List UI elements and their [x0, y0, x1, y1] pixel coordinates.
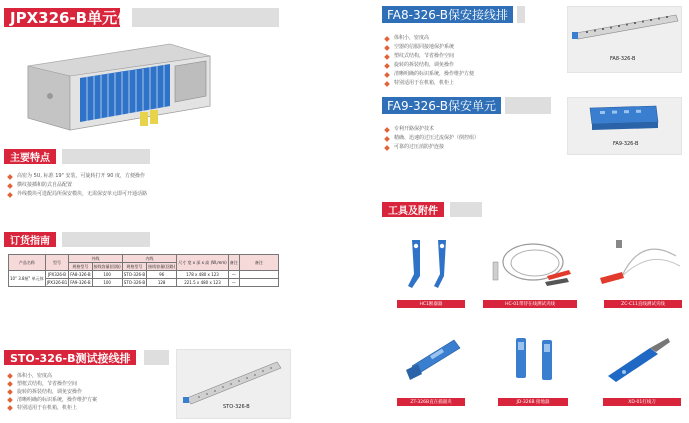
order-heading	[4, 232, 150, 247]
list-item: 体积小，密度高	[385, 34, 474, 43]
fa8-product-image	[568, 7, 683, 74]
tool-label-hc1: HC1断器器	[397, 300, 465, 308]
bullet-icon	[384, 136, 390, 142]
fa8-title-bar	[517, 6, 525, 23]
zcc11-tool-image	[596, 236, 684, 296]
fa8-photo	[567, 6, 682, 73]
tools-bar	[450, 202, 482, 217]
jpx-product-image	[20, 36, 220, 134]
fa9-title: FA9-326-B保安单元	[382, 97, 501, 114]
bullet-icon	[7, 389, 13, 395]
fa9-caption: FA9-326-B	[613, 141, 639, 147]
list-item: 特别适用于在机箱，机柜上	[8, 404, 97, 412]
hc1-tool-image	[398, 236, 462, 294]
fa9-title-bar	[505, 97, 551, 114]
col-header: 备注	[228, 255, 239, 271]
jpx-title: JPX326-B单元体	[4, 8, 120, 27]
fa8-caption: FA8-326-B	[610, 56, 636, 62]
jd326b-tool-image	[500, 330, 572, 392]
bullet-icon	[7, 397, 13, 403]
sto-caption: STO-326-B	[223, 404, 250, 410]
jpx-features-bar	[62, 149, 150, 164]
bullet-icon	[384, 145, 390, 151]
xd01-tool-image	[598, 330, 682, 392]
list-item: 体积小，密度高	[8, 372, 97, 380]
list-item: 清晰明确的标识系统，操作维护方案	[8, 396, 97, 404]
list-item: 空器的信服同接地保护系统	[385, 43, 474, 52]
jpx-header	[4, 8, 279, 27]
sto-header	[4, 348, 169, 367]
list-item: 精确、迅速的过压过流保护（倒控组）	[385, 134, 479, 143]
sub-header: 规格型号	[69, 263, 92, 271]
list-item: 塑纹式结构，节省操作空间	[385, 52, 474, 61]
tools-heading	[382, 202, 482, 217]
list-item: 外线模块可选配局所保安模块，无需保安单元即可开通话路	[8, 190, 147, 199]
tool-label-xd01: XD-01打线刀	[603, 398, 681, 406]
list-item: 旋转的拆装结构，调免操作	[385, 61, 474, 70]
list-item: 横纹接插和防式自品配置	[8, 181, 147, 190]
bullet-icon	[7, 183, 13, 189]
order-table	[8, 254, 279, 287]
bullet-icon	[7, 405, 13, 411]
hc01-tool-image	[483, 236, 578, 296]
table-row: 10" 3.8厘" 单元体 JPX326-B FA8-326-B 100 STO-326-B 96 178 x 480 x 123 —	[9, 271, 279, 279]
bullet-icon	[384, 63, 390, 69]
list-item: 可靠的过压消防护连接	[385, 143, 479, 152]
bullet-icon	[7, 381, 13, 387]
fa8-title: FA8-326-B保安接线排	[382, 6, 513, 23]
fa9-header	[382, 97, 551, 114]
bullet-icon	[384, 72, 390, 78]
bullet-icon	[384, 54, 390, 60]
list-item: 塑框式结构，节省操作空间	[8, 380, 97, 388]
bullet-icon	[7, 174, 13, 180]
jpx-features-list	[8, 172, 147, 199]
bullet-icon	[7, 192, 13, 198]
sto-title: STO-326-B测试接线排	[4, 350, 136, 365]
jpx-features-heading	[4, 149, 150, 164]
bullet-icon	[7, 373, 13, 379]
order-bar	[62, 232, 150, 247]
tool-label-hc01: HC-01带待在线测试夹线	[483, 300, 577, 308]
bullet-icon	[384, 45, 390, 51]
bullet-icon	[384, 81, 390, 87]
bullet-icon	[384, 36, 390, 42]
sto-title-bar	[144, 350, 169, 365]
list-item: 旋转的拆装结构，调免安操作	[8, 388, 97, 396]
list-item: 清晰明确的标识系统，操作维护方便	[385, 70, 474, 79]
col-header: 备注	[239, 255, 278, 271]
zt326b-tool-image	[400, 330, 472, 392]
order-title: 订货指南	[4, 232, 56, 247]
sub-header: 规格型号	[122, 263, 146, 271]
col-header: 型号	[45, 255, 69, 271]
sub-header: 接线容量(回路)	[148, 263, 176, 269]
col-header: 产品名称	[9, 255, 46, 271]
col-header: 外线	[69, 255, 122, 263]
fa9-product-image	[568, 98, 683, 156]
list-item: 特别适用于在机箱，机柜上	[385, 79, 474, 88]
table-row: JPX326-B1 FA9-326-B 100 STO-326-B 128 221.5 x 480 x 123 —	[9, 279, 279, 287]
col-header: 内线	[122, 255, 177, 263]
col-header: 尺寸 宽 x 深 x 高 (W,mm)	[177, 255, 229, 271]
sub-header: 接线容量(回路)	[93, 263, 121, 269]
group-cell: 10" 3.8厘" 单元体	[9, 271, 46, 287]
tool-label-zt326b: ZT-326B直在插器夹	[397, 398, 465, 406]
fa8-header	[382, 6, 525, 23]
jpx-features-title: 主要特点	[4, 149, 56, 164]
list-item: 高密为 5U, 标准 19" 安装，可旋转打开 90 度，方便操作	[8, 172, 147, 181]
jpx-title-bar	[132, 8, 279, 27]
tools-title: 工具及附件	[382, 202, 444, 217]
tool-label-jd326b: JD-326B 接地器	[498, 398, 568, 406]
fa8-features-list	[385, 34, 474, 88]
fa9-features-list	[385, 125, 479, 152]
tool-label-zcc11: ZC-C11直线测试夹线	[604, 300, 682, 308]
list-item: 专利开路保护技术	[385, 125, 479, 134]
bullet-icon	[384, 127, 390, 133]
sto-features-list	[8, 372, 97, 412]
